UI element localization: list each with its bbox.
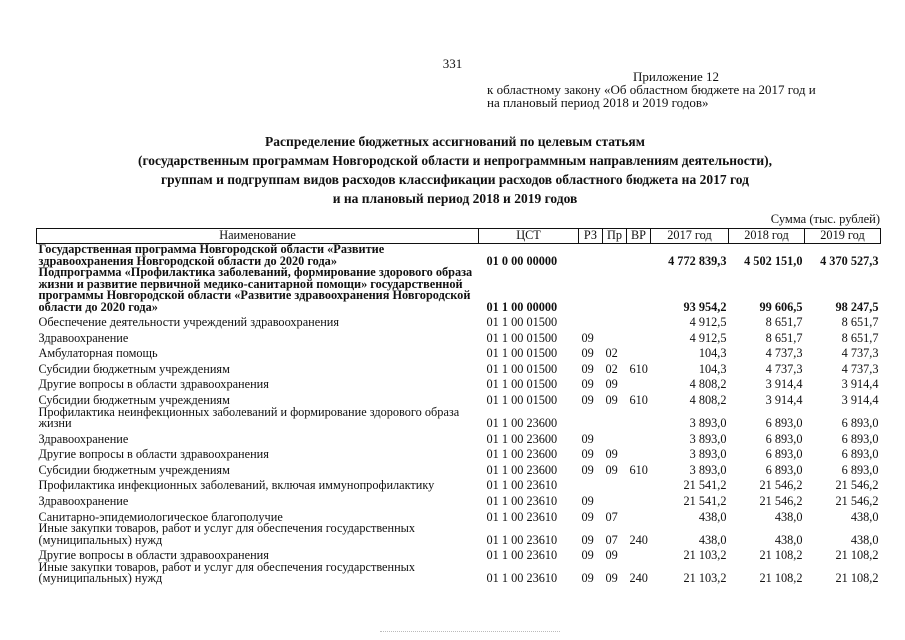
table-row (37, 476, 881, 492)
cell-2019: 3 914,4 (841, 393, 879, 408)
cell-cst: 01 1 00 01500 (486, 315, 558, 330)
table-row (37, 461, 881, 477)
cell-2018: 4 737,3 (765, 361, 803, 376)
cell-2019: 8 651,7 (841, 330, 879, 345)
cell-pr: 02 (605, 361, 618, 376)
cell-2017: 21 541,2 (683, 478, 727, 493)
cell-pr (603, 476, 627, 492)
cell-rz (579, 267, 603, 313)
cell-2017: 3 893,0 (689, 416, 727, 431)
cell-pr: 02 (605, 346, 618, 361)
cell-vr: 240 (629, 532, 648, 547)
cell-vr (627, 267, 651, 313)
cell-name: Субсидии бюджетным учреждениям (38, 393, 230, 408)
cell-2019: 6 893,0 (841, 431, 879, 446)
cell-2019: 4 737,3 (841, 361, 879, 376)
cell-2018: 4 502 151,0 (744, 253, 803, 268)
table-row (37, 445, 881, 461)
cell-2018: 6 893,0 (765, 462, 803, 477)
cell-vr (627, 244, 651, 268)
document-title-line-2: (государственным программам Новгородской области и непрограммным направлениям деятельности), (137, 153, 773, 168)
cell-cst: 01 1 00 23600 (486, 447, 558, 462)
cell-2019: 6 893,0 (841, 416, 879, 431)
cell-2019: 21 546,2 (835, 478, 879, 493)
cell-name: Субсидии бюджетным учреждениям (38, 462, 230, 477)
column-header-2019: 2019 год (805, 229, 881, 244)
cell-2017: 3 893,0 (689, 462, 727, 477)
cell-name: Иные закупки товаров, работ и услуг для обеспечения государственных (муниципальных) нужд (38, 559, 416, 586)
cell-name: Другие вопросы в области здравоохранения (38, 447, 269, 462)
cell-cst: 01 1 00 23610 (486, 532, 558, 547)
cell-rz: 09 (581, 548, 594, 563)
cell-2018: 21 108,2 (759, 548, 803, 563)
cell-2019: 8 651,7 (841, 315, 879, 330)
sum-unit-note: Сумма (тыс. рублей) (770, 212, 880, 226)
cell-cst: 01 1 00 01500 (486, 361, 558, 376)
cell-vr: 240 (629, 571, 648, 586)
cell-rz: 09 (581, 377, 594, 392)
cell-name: Амбулаторная помощь (38, 346, 158, 361)
cell-2019: 98 247,5 (835, 299, 879, 314)
cell-cst: 01 0 00 00000 (486, 253, 558, 268)
column-header-2017: 2017 год (651, 229, 729, 244)
cell-rz: 09 (581, 330, 594, 345)
cell-2017: 21 541,2 (683, 494, 727, 509)
cell-vr (627, 546, 651, 562)
cell-2018: 8 651,7 (765, 330, 803, 345)
cell-2017: 438,0 (698, 509, 727, 524)
cell-2018: 6 893,0 (765, 431, 803, 446)
table-row (37, 329, 881, 345)
cell-cst: 01 1 00 01500 (486, 393, 558, 408)
cell-2019: 21 108,2 (835, 571, 879, 586)
cell-2019: 6 893,0 (841, 462, 879, 477)
cell-2019: 438,0 (850, 509, 879, 524)
column-header-cst: ЦСТ (479, 229, 579, 244)
cell-pr (603, 329, 627, 345)
cell-2017: 104,3 (698, 346, 727, 361)
cell-pr (603, 313, 627, 329)
cell-name: Здравоохранение (38, 330, 129, 345)
document-title-line-3: группам и подгруппам видов расходов классификации расходов областного бюджета на 2017 год (161, 172, 749, 187)
cell-vr (627, 407, 651, 430)
cell-pr (603, 407, 627, 430)
cell-2018: 21 546,2 (759, 478, 803, 493)
cell-cst: 01 1 00 23610 (486, 509, 558, 524)
cell-name: Профилактика инфекционных заболеваний, включая иммунопрофилактику (38, 478, 435, 493)
cell-cst: 01 1 00 01500 (486, 330, 558, 345)
cell-name: Другие вопросы в области здравоохранения (38, 548, 269, 563)
page-number: 331 (442, 56, 463, 71)
column-header-rz: РЗ (579, 229, 603, 244)
cell-name: Субсидии бюджетным учреждениям (38, 361, 230, 376)
table-row (37, 344, 881, 360)
cell-name: Здравоохранение (38, 431, 129, 446)
cell-2017: 21 103,2 (683, 548, 727, 563)
cell-vr (627, 375, 651, 391)
cell-pr: 09 (605, 377, 618, 392)
page-bottom-mark (380, 631, 560, 636)
cell-2018: 8 651,7 (765, 315, 803, 330)
cell-pr: 07 (605, 509, 618, 524)
appendix-line-2: на плановый период 2018 и 2019 годов» (487, 95, 709, 110)
cell-cst: 01 1 00 23610 (486, 548, 558, 563)
table-row (37, 430, 881, 446)
cell-2019: 438,0 (850, 532, 879, 547)
cell-name: Другие вопросы в области здравоохранения (38, 377, 269, 392)
cell-2017: 93 954,2 (683, 299, 727, 314)
cell-vr (627, 492, 651, 508)
column-header-pr: Пр (603, 229, 627, 244)
cell-rz: 09 (581, 361, 594, 376)
cell-2018: 6 893,0 (765, 447, 803, 462)
cell-rz (579, 313, 603, 329)
cell-vr: 610 (629, 361, 648, 376)
cell-vr: 610 (629, 393, 648, 408)
cell-name: Государственная программа Новгородской области «Развитие здравоохранения Новгородской области до 2020 года» (38, 242, 385, 268)
appendix-header (487, 70, 897, 109)
table-row (37, 313, 881, 329)
cell-2019: 4 370 527,3 (820, 253, 879, 268)
cell-2018: 6 893,0 (765, 416, 803, 431)
cell-rz: 09 (581, 462, 594, 477)
cell-vr (627, 329, 651, 345)
table-row (37, 267, 881, 313)
cell-vr (627, 476, 651, 492)
cell-pr: 07 (605, 532, 618, 547)
cell-pr: 09 (605, 447, 618, 462)
cell-rz (579, 407, 603, 430)
table-row (37, 244, 881, 268)
cell-2017: 4 772 839,3 (668, 253, 727, 268)
cell-2018: 21 108,2 (759, 571, 803, 586)
cell-rz: 09 (581, 494, 594, 509)
cell-name: Иные закупки товаров, работ и услуг для обеспечения государственных (муниципальных) нужд (38, 521, 416, 547)
budget-table (36, 228, 881, 585)
cell-2017: 3 893,0 (689, 447, 727, 462)
table-row (37, 407, 881, 430)
cell-2018: 3 914,4 (765, 393, 803, 408)
cell-rz: 09 (581, 532, 594, 547)
appendix-line-1: к областному закону «Об областном бюджете на 2017 год и (487, 82, 816, 97)
document-title (30, 132, 880, 208)
cell-2018: 4 737,3 (765, 346, 803, 361)
cell-cst: 01 1 00 01500 (486, 377, 558, 392)
cell-rz: 09 (581, 571, 594, 586)
table-row (37, 562, 881, 585)
table-row (37, 375, 881, 391)
cell-2017: 104,3 (698, 361, 727, 376)
cell-pr: 09 (605, 548, 618, 563)
cell-name: Обеспечение деятельности учреждений здравоохранения (38, 315, 340, 330)
cell-2017: 21 103,2 (683, 571, 727, 586)
cell-vr: 610 (629, 462, 648, 477)
cell-rz: 09 (581, 509, 594, 524)
cell-rz: 09 (581, 447, 594, 462)
cell-2017: 4 912,5 (689, 315, 727, 330)
cell-cst: 01 1 00 23610 (486, 571, 558, 586)
cell-rz (579, 244, 603, 268)
table-row (37, 360, 881, 376)
cell-cst: 01 1 00 23600 (486, 416, 558, 431)
cell-cst: 01 1 00 23610 (486, 494, 558, 509)
cell-2019: 21 108,2 (835, 548, 879, 563)
cell-name: Подпрограмма «Профилактика заболеваний, формирование здорового образа жизни и развитие первичной медико-санитарной помощи» государственной программы Новгородской области «Развитие здравоохранения Новгородской области до 2020 года» (38, 265, 473, 314)
cell-pr (603, 267, 627, 313)
cell-pr: 09 (605, 571, 618, 586)
cell-2019: 21 546,2 (835, 494, 879, 509)
cell-rz: 09 (581, 431, 594, 446)
cell-cst: 01 1 00 00000 (486, 299, 558, 314)
cell-2018: 438,0 (774, 509, 803, 524)
document-title-line-4: и на плановый период 2018 и 2019 годов (332, 191, 578, 206)
cell-pr: 09 (605, 462, 618, 477)
cell-2018: 438,0 (774, 532, 803, 547)
cell-rz (579, 476, 603, 492)
cell-name: Профилактика неинфекционных заболеваний и формирование здорового образа жизни (38, 404, 460, 431)
cell-2019: 6 893,0 (841, 447, 879, 462)
cell-pr (603, 430, 627, 446)
cell-2019: 3 914,4 (841, 377, 879, 392)
cell-name: Здравоохранение (38, 494, 129, 509)
appendix-title: Приложение 12 (633, 69, 720, 84)
document-title-line-1: Распределение бюджетных ассигнований по целевым статьям (265, 134, 645, 149)
cell-pr: 09 (605, 393, 618, 408)
cell-cst: 01 1 00 01500 (486, 346, 558, 361)
cell-cst: 01 1 00 23610 (486, 478, 558, 493)
cell-2018: 21 546,2 (759, 494, 803, 509)
cell-2017: 438,0 (698, 532, 727, 547)
cell-vr (627, 508, 651, 524)
table-body (37, 244, 881, 585)
cell-2017: 3 893,0 (689, 431, 727, 446)
cell-cst: 01 1 00 23600 (486, 431, 558, 446)
cell-vr (627, 430, 651, 446)
column-header-vr: ВР (627, 229, 651, 244)
cell-pr (603, 244, 627, 268)
table-row (37, 492, 881, 508)
column-header-2018: 2018 год (729, 229, 805, 244)
cell-name: Санитарно-эпидемиологическое благополучие (38, 509, 283, 524)
cell-rz: 09 (581, 393, 594, 408)
cell-2017: 4 808,2 (689, 377, 727, 392)
cell-vr (627, 344, 651, 360)
cell-vr (627, 313, 651, 329)
table-row (37, 523, 881, 546)
cell-cst: 01 1 00 23600 (486, 462, 558, 477)
column-header-name: Наименование (37, 229, 479, 244)
cell-2017: 4 808,2 (689, 393, 727, 408)
cell-2019: 4 737,3 (841, 346, 879, 361)
cell-2018: 99 606,5 (759, 299, 803, 314)
cell-pr (603, 492, 627, 508)
cell-2018: 3 914,4 (765, 377, 803, 392)
cell-rz: 09 (581, 346, 594, 361)
cell-vr (627, 445, 651, 461)
cell-2017: 4 912,5 (689, 330, 727, 345)
